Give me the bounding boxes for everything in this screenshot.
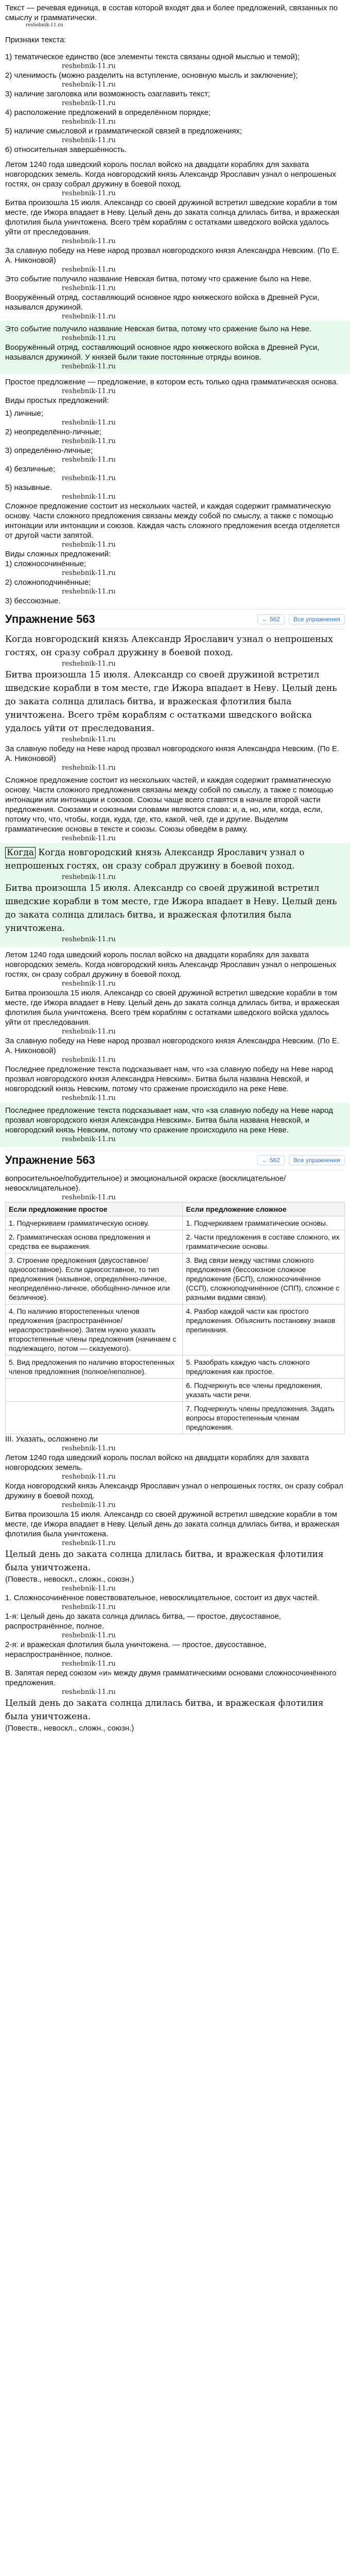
column-header: Если предложение простое (6, 1202, 183, 1216)
handwritten-analysis: Целый день до заката солнца длилась битва, и вражеская флотилия была уничтожена. (5, 1698, 324, 1722)
last-sentence-text: Последнее предложение текста подсказывает нам, что «за славную победу на Неве народ прозвал новгородского князя Александра Невским». Битва была названа Невской, и новгородский князь Невским, потому что сражение происходило на реке Неве. (5, 1065, 333, 1093)
watermark: reshebnik-11.ru (62, 736, 116, 743)
watermark: reshebnik-11.ru (62, 437, 116, 445)
theory-complex: Сложное предложение состоит из нескольких частей, и каждая содержит грамматическую основу. Части сложного предложения связаны между собой по смыслу, а также с помощью интонации или интонации и союзов. Каждая часть сложного предложения всегда отделяется от другой части запятой. (5, 502, 340, 540)
highlight-line: Вооружённый отряд, составляющий основное ядро княжеского войска в Древней Руси, назывался дружиной. У князей были такие постоянные отряды воинов. (5, 343, 320, 362)
type-item: 1) сложносочинённые; (5, 560, 86, 568)
watermark: reshebnik-11.ru (62, 1194, 116, 1201)
watermark: reshebnik-11.ru (62, 1136, 116, 1143)
classification: (Повеств., невоскл., сложн., союзн.) (5, 1724, 134, 1733)
watermark: reshebnik-11.ru (62, 1585, 116, 1592)
watermark: reshebnik-11.ru (62, 873, 116, 881)
punctuation-note: В. Запятая перед союзом «и» между двумя грамматическими основами сложносочинённого предложения. (5, 1669, 337, 1687)
watermark: reshebnik-11.ru (62, 190, 116, 197)
table-row (6, 1402, 345, 1434)
theory-simple: Простое предложение — предложение, в котором есть только одна грамматическая основа. (5, 378, 339, 386)
watermark: reshebnik-11.ru (62, 1660, 116, 1668)
sign-item: 6) относительная завершённость. (5, 145, 127, 154)
table-cell: 2. Части предложения в составе сложного, их грамматические основы. (183, 1230, 345, 1253)
column-header: Если предложение сложное (183, 1202, 345, 1216)
text-paragraph: Летом 1240 года шведский король послал войско на двадцати кораблях для захвата новгородских земель. (5, 1453, 309, 1472)
table-cell: 5. Разобрать каждую часть сложного предложения как простое. (183, 1355, 345, 1379)
watermark: reshebnik-11.ru (62, 980, 116, 988)
intro-text: вопросительное/побудительное) и эмоциональной окраске (восклицательное/невосклицательное). (5, 1174, 286, 1193)
table-cell: 1. Подчеркиваем грамматические основы. (183, 1216, 345, 1230)
exercise-nav (257, 1155, 345, 1165)
types-simple-title: Виды простых предложений: (5, 396, 109, 405)
note-text: III. Указать, осложнено ли (5, 1435, 98, 1444)
watermark: reshebnik-11.ru (62, 474, 116, 482)
prev-exercise-button[interactable]: ← 562 (257, 614, 285, 624)
classification: 1. Сложносочинённое повествовательное, невосклицательное, состоит из двух частей. (5, 1594, 319, 1602)
exercise-header (5, 609, 345, 630)
table-cell: 4. По наличию второстепенных членов предложения (распространённое/ нераспространённое). Затем нужно указать второстепенные члены предложения (начинаем с подлежащего, потом — сказуемого). (6, 1304, 183, 1355)
watermark: reshebnik-11.ru (62, 238, 116, 245)
type-item: 2) сложноподчинённые; (5, 578, 91, 587)
conjunction-box: Когда (5, 847, 36, 858)
table-row (6, 1304, 345, 1355)
analyzed-sentence-text: Битва произошла 15 июля. Александр со своей дружиной встретил шведские корабли в том месте, где Ижора впадает в Неву. Целый день до заката солнца длилась битва, и вражеская флотилия была уничтожена. Всего трём кораблям с остатками шведского войска удалось уйти от преследования. (5, 670, 337, 734)
table-cell: 3. Вид связи между частями сложного предложения (бессоюзное сложное предложение (БСП), сложносочинённое (ССП), сложноподчинённое (СПП), сложное с разными видами связи). (183, 1253, 345, 1304)
prev-exercise-button[interactable]: ← 562 (257, 1155, 285, 1165)
table-cell: 4. Разбор каждой части как простого предложения. Объяснить постановку знаков препинания. (183, 1304, 345, 1355)
highlight-handwritten (0, 843, 350, 947)
exercise-title: Упражнение 563 (5, 613, 95, 625)
text-paragraph: За славную победу на Неве народ прозвал новгородского князя Александра Невским. (По Е. А. Никоновой) (5, 246, 340, 265)
watermark: reshebnik-11.ru (62, 936, 116, 943)
watermark: reshebnik-11.ru (62, 81, 116, 89)
classification: (Повеств., невоскл., сложн., союзн.) (5, 1575, 134, 1584)
analyzed-sentence (5, 633, 345, 659)
text-paragraph: За славную победу на Неве народ прозвал новгородского князя Александра Невским. (По Е. А. Никоновой) (5, 1037, 340, 1055)
table-cell: 6. Подчеркнуть все члены предложения, указать части речи. (183, 1379, 345, 1402)
watermark: reshebnik-11.ru (62, 569, 116, 577)
watermark: reshebnik-11.ru (62, 1056, 116, 1064)
watermark: reshebnik-11.ru (62, 363, 116, 370)
types-complex-title: Виды сложных предложений: (5, 550, 111, 558)
watermark: reshebnik-11.ru (62, 1539, 116, 1547)
table-cell: 5. Вид предложения по наличию второстепенных членов предложения (полное/неполное). (6, 1355, 183, 1379)
watermark: reshebnik-11.ru (62, 1603, 116, 1611)
sign-item: 1) тематическое единство (все элементы текста связаны одной мыслью и темой); (5, 53, 300, 61)
text-paragraph: Битва произошла 15 июля. Александр со своей дружиной встретил шведские корабли в том месте, где Ижора впадает в Неву. Целый день до заката солнца длилась битва, и вражеская флотилия была уничтожена. Всего трём кораблям с остатками шведского войска удалось уйти от преследования. (5, 198, 340, 236)
watermark: reshebnik-11.ru (62, 660, 116, 668)
table-cell (6, 1402, 183, 1434)
exercise-title: Упражнение 563 (5, 1154, 95, 1166)
answer-line: Это событие получило название Невская битва, потому что сражение было на Неве. (5, 275, 312, 283)
handwritten-analysis (5, 846, 345, 873)
watermark: reshebnik-11.ru (62, 493, 116, 501)
handwritten-analysis (5, 882, 345, 935)
highlight-line: Это событие получило название Невская битва, потому что сражение было на Неве. (5, 325, 312, 333)
type-item: 4) безличные; (5, 465, 56, 473)
sign-item: 5) наличие смысловой и грамматической связей в предложениях; (5, 127, 242, 135)
text-paragraph: Битва произошла 15 июля. Александр со своей дружиной встретил шведские корабли в том месте, где Ижора впадает в Неву. Целый день до заката солнца длилась битва, и вражеская флотилия была уничтожена. Всего трём кораблям с остатками шведского войска удалось уйти от преследования. (5, 989, 340, 1027)
watermark: reshebnik-11.ru (62, 62, 116, 70)
text-paragraph: Вооружённый отряд, составляющий основное ядро княжеского войска в Древней Руси, назывался дружиной. (5, 293, 320, 312)
table-row (6, 1253, 345, 1304)
watermark: reshebnik-11.ru (62, 99, 116, 107)
theory-complex-detail: Сложное предложение состоит из нескольких частей, и каждая содержит грамматическую основу. Части сложного предложения связаны между собой по смыслу, а также с помощью интонации или интонации и союзов. Союзы чаще всего ставятся в начале второй части предложения. Союзами и союзными словами являются слова: и, а, но, или, когда, если, потому что, что, чтобы, когда, куда, где, кто, какой, чей, где и другие. Выделим грамматические основы в тексте и союзы. Союзы обведём в рамку. (5, 776, 334, 834)
highlight-conclusion (0, 1103, 350, 1147)
table-cell: 2. Грамматическая основа предложения и средства ее выражения. (6, 1230, 183, 1253)
exercise-header (5, 1150, 345, 1171)
watermark: reshebnik-11.ru (62, 1473, 116, 1481)
watermark: reshebnik-11.ru (62, 588, 116, 596)
sign-item: 3) наличие заголовка или возможность озаглавить текст; (5, 90, 211, 98)
table-cell: 1. Подчеркиваем грамматическую основу. (6, 1216, 183, 1230)
watermark: reshebnik-11.ru (62, 266, 116, 274)
watermark: reshebnik-11.ru (62, 764, 116, 772)
watermark: reshebnik-11.ru (62, 284, 116, 292)
all-exercises-button[interactable]: Все упражнения (289, 614, 345, 624)
table-row (6, 1216, 345, 1230)
handwritten-analysis: Целый день до заката солнца длилась битва, и вражеская флотилия была уничтожена. (5, 1549, 324, 1573)
text-paragraph: Летом 1240 года шведский король послал войско на двадцати кораблях для захвата новгородских земель. Когда новгородский князь Александр Ярославич узнал о непрошеных гостях, он сразу собрал дружину в боевой поход. (5, 160, 337, 189)
exercise-nav (257, 614, 345, 624)
watermark: reshebnik-11.ru (62, 137, 116, 144)
table-row (6, 1230, 345, 1253)
watermark: reshebnik-11.ru (62, 1094, 116, 1102)
type-item: 1) личные; (5, 409, 44, 418)
signs-title: Признаки текста: (5, 36, 66, 44)
comparison-table (5, 1202, 345, 1434)
type-item: 3) определённо-личные; (5, 446, 93, 455)
watermark: reshebnik-11.ru (62, 1688, 116, 1696)
table-cell: 7. Подчеркнуть члены предложения. Задать вопросы второстепенным членам предложения. (183, 1402, 345, 1434)
handwritten-line: Когда новгородский князь Александр Ярославич узнал о непрошеных гостях, он сразу собрал дружину в боевой поход. (5, 848, 305, 871)
watermark: reshebnik-11.ru (62, 387, 116, 395)
watermark: reshebnik-11.ru (62, 1501, 116, 1509)
type-item: 2) неопределённо-личные; (5, 428, 102, 436)
watermark: reshebnik-11.ru (62, 1445, 116, 1452)
watermark: reshebnik-11.ru (62, 419, 116, 427)
watermark: reshebnik-11.ru (62, 1028, 116, 1036)
highlight-answer (0, 321, 350, 374)
table-row (6, 1355, 345, 1379)
sign-item: 2) членимость (можно разделить на вступление, основную мысль и заключение); (5, 71, 298, 80)
analyzed-sentence-text: Когда новгородский князь Александр Ярославич узнал о непрошеных гостях, он сразу собрал дружину в боевой поход. (5, 634, 333, 658)
watermark: reshebnik-11.ru (62, 1632, 116, 1639)
watermark: reshebnik-11.ru (62, 456, 116, 464)
handwritten-line: Битва произошла 15 июля. Александр со своей дружиной встретил шведские корабли в том месте, где Ижора впадает в Неву. Целый день до заката солнца длилась битва, и вражеская флотилия была уничтожена. (5, 883, 337, 934)
table-cell (6, 1379, 183, 1402)
watermark: reshebnik-11.ru (62, 313, 116, 320)
part-analysis: 2-я: и вражеская флотилия была уничтожена. — простое, двусоставное, нераспространённое, полное. (5, 1640, 267, 1659)
intro-text: Текст — речевая единица, в состав которой входят два и более предложений, связанных по смыслу и грамматически. (5, 4, 338, 22)
part-analysis: 1-я: Целый день до заката солнца длилась битва, — простое, двусоставное, распространённое, полное. (5, 1612, 281, 1631)
table-row (6, 1379, 345, 1402)
highlight-line: Последнее предложение текста подсказывает нам, что «за славную победу на Неве народ прозвал новгородского князя Александра Невским». Битва была названа Невской, и новгородский князь Невским, потому что сражение происходило на реке Неве. (5, 1106, 333, 1134)
section-theory-text (5, 3, 345, 155)
watermark: reshebnik-11.ru (62, 334, 116, 342)
table-header-row (6, 1202, 345, 1216)
watermark: reshebnik-11.ru (62, 835, 116, 842)
type-item: 3) бессоюзные. (5, 597, 61, 605)
text-paragraph: Битва произошла 15 июля. Александр со своей дружиной встретил шведские корабли в том месте, где Ижора впадает в Неву. Целый день до заката солнца длилась битва, и вражеская флотилия была уничтожена. (5, 1510, 340, 1538)
sign-item: 4) расположение предложений в определённом порядке; (5, 108, 211, 117)
watermark: reshebnik-11.ru (26, 23, 63, 28)
analyzed-sentence (5, 668, 345, 735)
text-paragraph: Летом 1240 года шведский король послал войско на двадцати кораблях для захвата новгородских земель. Когда новгородский князь Александр Ярославич узнал о непрошеных гостях, он сразу собрал дружину в боевой поход. (5, 951, 337, 979)
watermark: reshebnik-11.ru (62, 541, 116, 549)
text-paragraph: За славную победу на Неве народ прозвал новгородского князя Александра Невским. (По Е. А. Никоновой) (5, 744, 340, 763)
table-cell: 3. Строение предложения (двусоставное/односоставное). Если односоставное, то тип предложения (назывное, определённо-личное, неопределённо-личное, обобщённо-личное или безличное). (6, 1253, 183, 1304)
all-exercises-button[interactable]: Все упражнения (289, 1155, 345, 1165)
text-paragraph: Когда новгородский князь Александр Ярославич узнал о непрошеных гостях, он сразу собрал дружину в боевой поход. (5, 1482, 343, 1500)
watermark: reshebnik-11.ru (62, 118, 116, 126)
type-item: 5) назывные. (5, 483, 52, 492)
